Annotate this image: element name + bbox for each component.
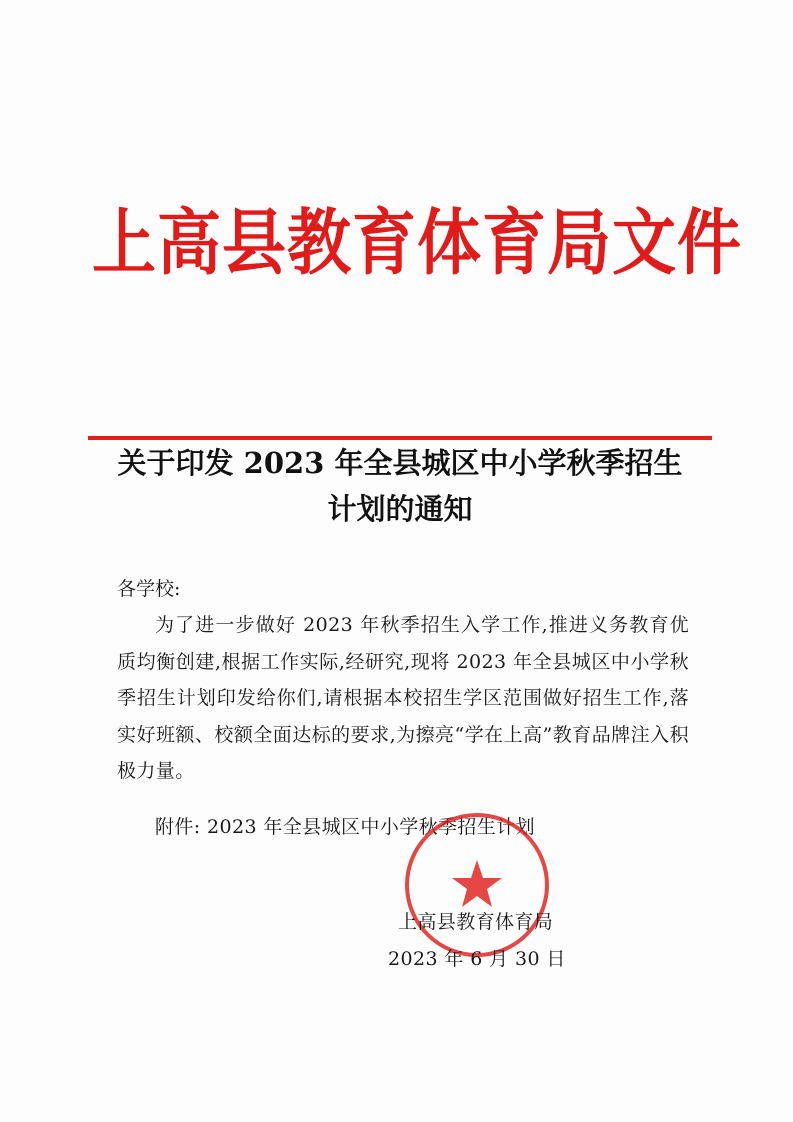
- body-paragraph: 为了进一步做好 2023 年秋季招生入学工作,推进义务教育优质均衡创建,根据工作实际,经研究,现将 2023 年全县城区中小学秋季招生计划印发给你们,请根据本校招生学区范围做好招生工作,落实好班额、校额全面达标的要求,为擦亮“学在上高”教育品牌注入积极力量。: [117, 614, 689, 782]
- document-title-line-2: 计划的通知: [327, 492, 473, 526]
- issuing-authority-heading: 上高县教育体育局文件: [92, 202, 742, 286]
- document-title: [60, 440, 740, 532]
- issue-date: 2023 年 6 月 30 日: [388, 948, 566, 970]
- salutation: 各学校:: [117, 578, 181, 600]
- signer-name: 上高县教育体育局: [398, 911, 554, 933]
- document-title-line-1: 关于印发 2023 年全县城区中小学秋季招生: [117, 446, 683, 480]
- attachment-line: 附件: 2023 年全县城区中小学秋季招生计划: [155, 816, 536, 838]
